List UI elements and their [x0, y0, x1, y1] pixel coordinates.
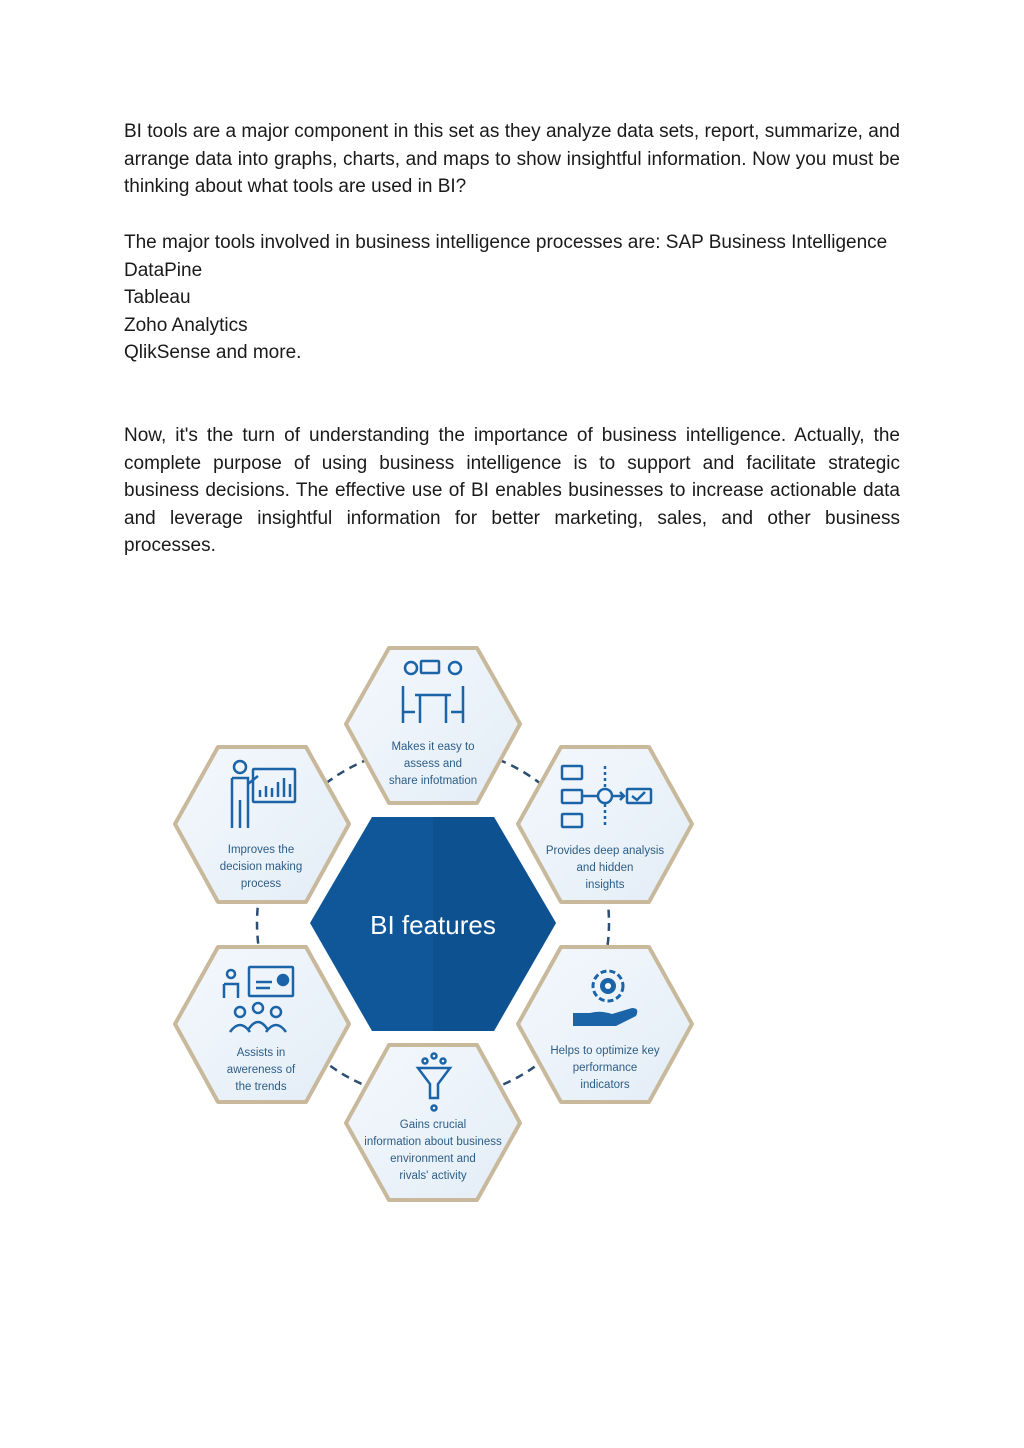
paragraph-bi-tools: BI tools are a major component in this set as they analyze data sets, report, summarize, and arrange data into graphs, charts, and maps to show insightful information. Now you must be thinking about what tools are used in BI?	[124, 121, 900, 197]
tool-item: Zoho Analytics	[124, 314, 248, 336]
feature-hex-trends	[175, 947, 349, 1102]
feature-hex-business-info	[346, 1045, 520, 1200]
tools-intro: The major tools involved in business intelligence processes are: SAP Business Intelligence	[124, 232, 888, 253]
feature-label: Provides deep analysis and hidden insights	[545, 845, 665, 891]
feature-label: Makes it easy to assess and share infotmation	[388, 741, 478, 787]
feature-label: Improves the decision making process	[219, 844, 303, 890]
paragraph-importance: Now, it's the turn of understanding the importance of business intelligence. Actually, the complete purpose of using business intelligence is to support and facilitate strategic business decisions. The effective use of BI enables businesses to increase actionable data and leverage insightful information for better marketing, sales, and other business processes.	[124, 425, 900, 556]
feature-hex-kpi	[518, 947, 692, 1102]
center-hexagon	[310, 817, 556, 1031]
feature-label: Gains crucial information about business environment and rivals' activity	[364, 1119, 502, 1182]
feature-hex-deep-analysis	[518, 747, 692, 902]
center-label: BI features	[370, 910, 496, 940]
feature-hex-assess-share	[346, 648, 520, 803]
tool-item: Tableau	[124, 287, 191, 308]
tool-item: DataPine	[124, 259, 203, 281]
feature-hex-decision	[175, 747, 349, 902]
feature-label: Helps to optimize key performance indicators	[550, 1045, 660, 1091]
tool-item: QlikSense and more.	[124, 342, 302, 363]
feature-label: Assists in awereness of the trends	[226, 1047, 296, 1093]
